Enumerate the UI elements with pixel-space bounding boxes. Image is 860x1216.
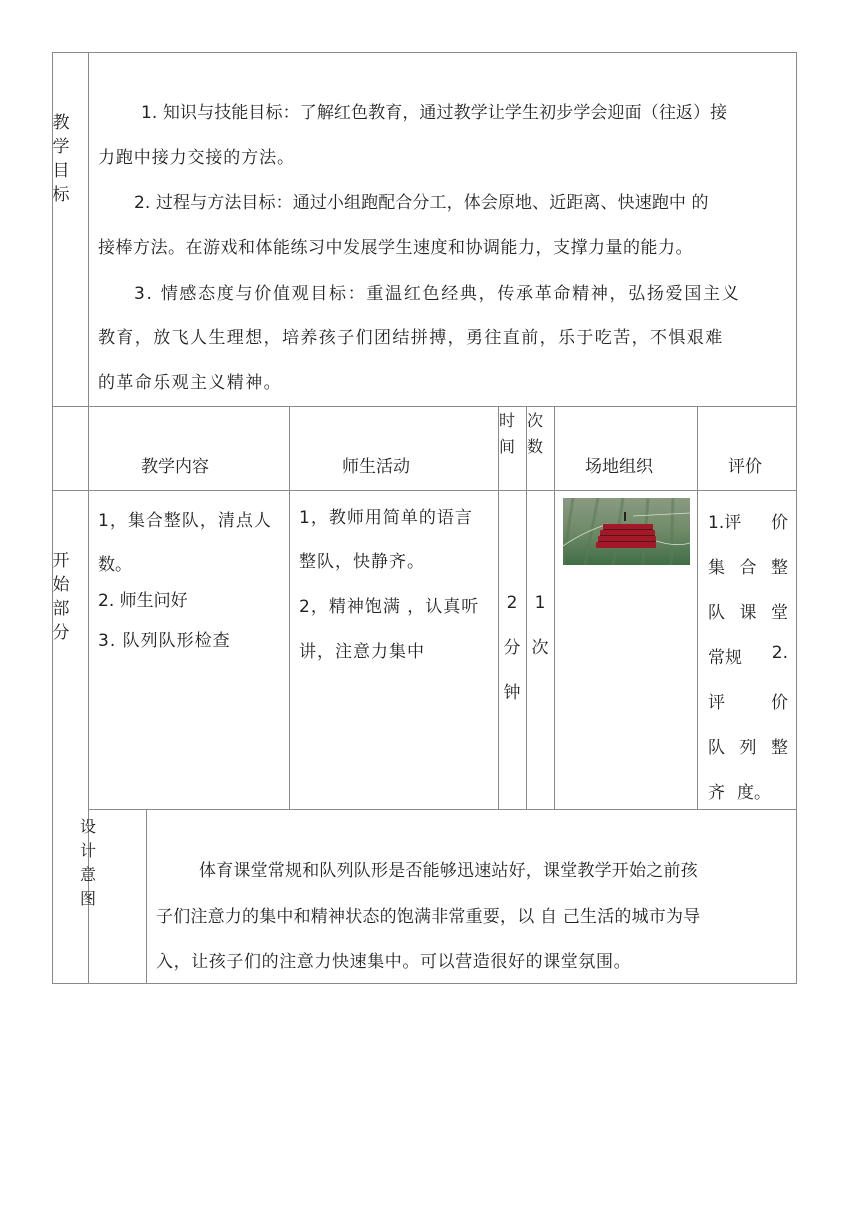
column-divider-design-label	[146, 809, 147, 983]
header-time	[498, 408, 516, 460]
objective-line: 力跑中接力交接的方法。	[98, 148, 295, 168]
activity-line: 整队，快静齐。	[299, 552, 425, 572]
eval-word: 列	[739, 738, 757, 758]
eval-word: 集	[708, 558, 725, 578]
row-divider-objectives	[52, 406, 797, 407]
design-intent-line: 入，让孩子们的注意力快速集中。可以营造很好的课堂氛围。	[156, 952, 632, 972]
activity-line: 1，教师用简单的语言	[299, 508, 473, 528]
eval-word: 齐	[708, 783, 725, 803]
activity-line: 讲，注意力集中	[299, 642, 425, 662]
design-intent-label-char: 设	[80, 817, 96, 836]
objectives-label-char: 学	[52, 137, 70, 157]
header-time-char: 时	[498, 411, 515, 430]
header-venue: 场地组织	[585, 457, 653, 477]
header-eval: 评价	[728, 457, 762, 477]
start-section-label-char: 分	[52, 623, 70, 643]
eval-word: 队	[708, 603, 725, 623]
eval-word: 整	[771, 738, 788, 758]
eval-word: 合	[739, 558, 757, 578]
objective-line: 的革命乐观主义精神。	[98, 373, 282, 393]
content-line: 3. 队列队形检查	[98, 631, 231, 651]
objectives-label-char: 目	[52, 161, 70, 181]
table-border-bottom	[52, 983, 797, 984]
eval-word: 价	[771, 513, 788, 533]
design-intent-label	[80, 815, 96, 911]
eval-word: 1.评	[708, 513, 742, 533]
eval-word: 课	[739, 603, 757, 623]
table-border-right	[796, 52, 797, 983]
time-value-char: 分	[503, 638, 521, 658]
column-divider-count	[554, 406, 555, 809]
design-intent-line: 子们注意力的集中和精神状态的饱满非常重要，以 自 己生活的城市为导	[156, 907, 701, 927]
eval-line	[708, 643, 788, 688]
content-line: 2. 师生问好	[98, 591, 188, 611]
header-count	[526, 408, 544, 460]
column-divider-content	[289, 406, 290, 809]
count-value	[530, 581, 550, 671]
eval-word: 整	[771, 558, 788, 578]
eval-line	[708, 553, 788, 598]
design-intent-label-char: 计	[80, 841, 96, 860]
activity-line: 2，精神饱满 ，认真听	[299, 597, 480, 617]
start-section-label-char: 始	[52, 575, 70, 595]
design-intent-line: 体育课堂常规和队列队形是否能够迅速站好，课堂教学开始之前孩	[199, 861, 698, 881]
count-value-char: 1	[534, 593, 546, 613]
eval-word: 常规	[708, 648, 742, 668]
start-section-label-char: 部	[52, 599, 70, 619]
field-formation-photo	[563, 498, 690, 565]
objectives-label	[51, 111, 71, 207]
eval-line	[708, 508, 788, 553]
eval-line	[708, 778, 788, 823]
row-divider-header	[52, 490, 797, 491]
eval-line	[708, 733, 788, 778]
header-content: 教学内容	[141, 457, 209, 477]
eval-word: 度。	[737, 783, 771, 803]
header-activity: 师生活动	[342, 457, 410, 477]
objective-line: 1. 知识与技能目标：了解红色教育，通过教学让学生初步学会迎面（往返）接	[141, 103, 728, 123]
field-formation-graphic	[563, 498, 690, 565]
design-intent-label-char: 意	[80, 865, 96, 884]
eval-line	[708, 598, 788, 643]
objective-line: 教育，放飞人生理想，培养孩子们团结拼搏，勇往直前，乐于吃苦，不惧艰难	[98, 328, 724, 348]
column-divider-time	[526, 406, 527, 809]
content-line: 数。	[98, 555, 132, 575]
eval-word: 堂	[771, 603, 788, 623]
objectives-label-char: 教	[52, 113, 70, 133]
objective-line: 接棒方法。在游戏和体能练习中发展学生速度和协调能力，支撑力量的能力。	[98, 238, 693, 258]
eval-line	[708, 688, 788, 733]
header-count-char: 次	[526, 411, 543, 430]
row-divider-start	[88, 809, 797, 810]
column-divider-venue	[697, 406, 698, 809]
eval-word: 价	[771, 693, 788, 713]
eval-text	[708, 508, 788, 823]
content-line: 1，集合整队，清点人	[98, 511, 272, 531]
time-value-char: 钟	[503, 683, 521, 703]
time-value	[502, 581, 522, 716]
table-border-top	[52, 52, 797, 53]
objective-line: 3. 情感态度与价值观目标：重温红色经典，传承革命精神，弘扬爱国主义	[134, 284, 741, 304]
start-section-label	[51, 549, 71, 645]
eval-word: 队	[708, 738, 725, 758]
eval-word: 2.	[771, 643, 788, 663]
header-time-char: 间	[498, 437, 515, 456]
time-value-char: 2	[506, 593, 518, 613]
start-section-label-char: 开	[52, 551, 70, 571]
objective-line: 2. 过程与方法目标：通过小组跑配合分工，体会原地、近距离、快速跑中 的	[134, 193, 709, 213]
objectives-label-char: 标	[52, 185, 70, 205]
header-count-char: 数	[526, 437, 543, 456]
count-value-char: 次	[531, 638, 549, 658]
column-divider-activity	[498, 406, 499, 809]
eval-word: 评	[708, 693, 725, 713]
design-intent-label-char: 图	[80, 889, 96, 908]
